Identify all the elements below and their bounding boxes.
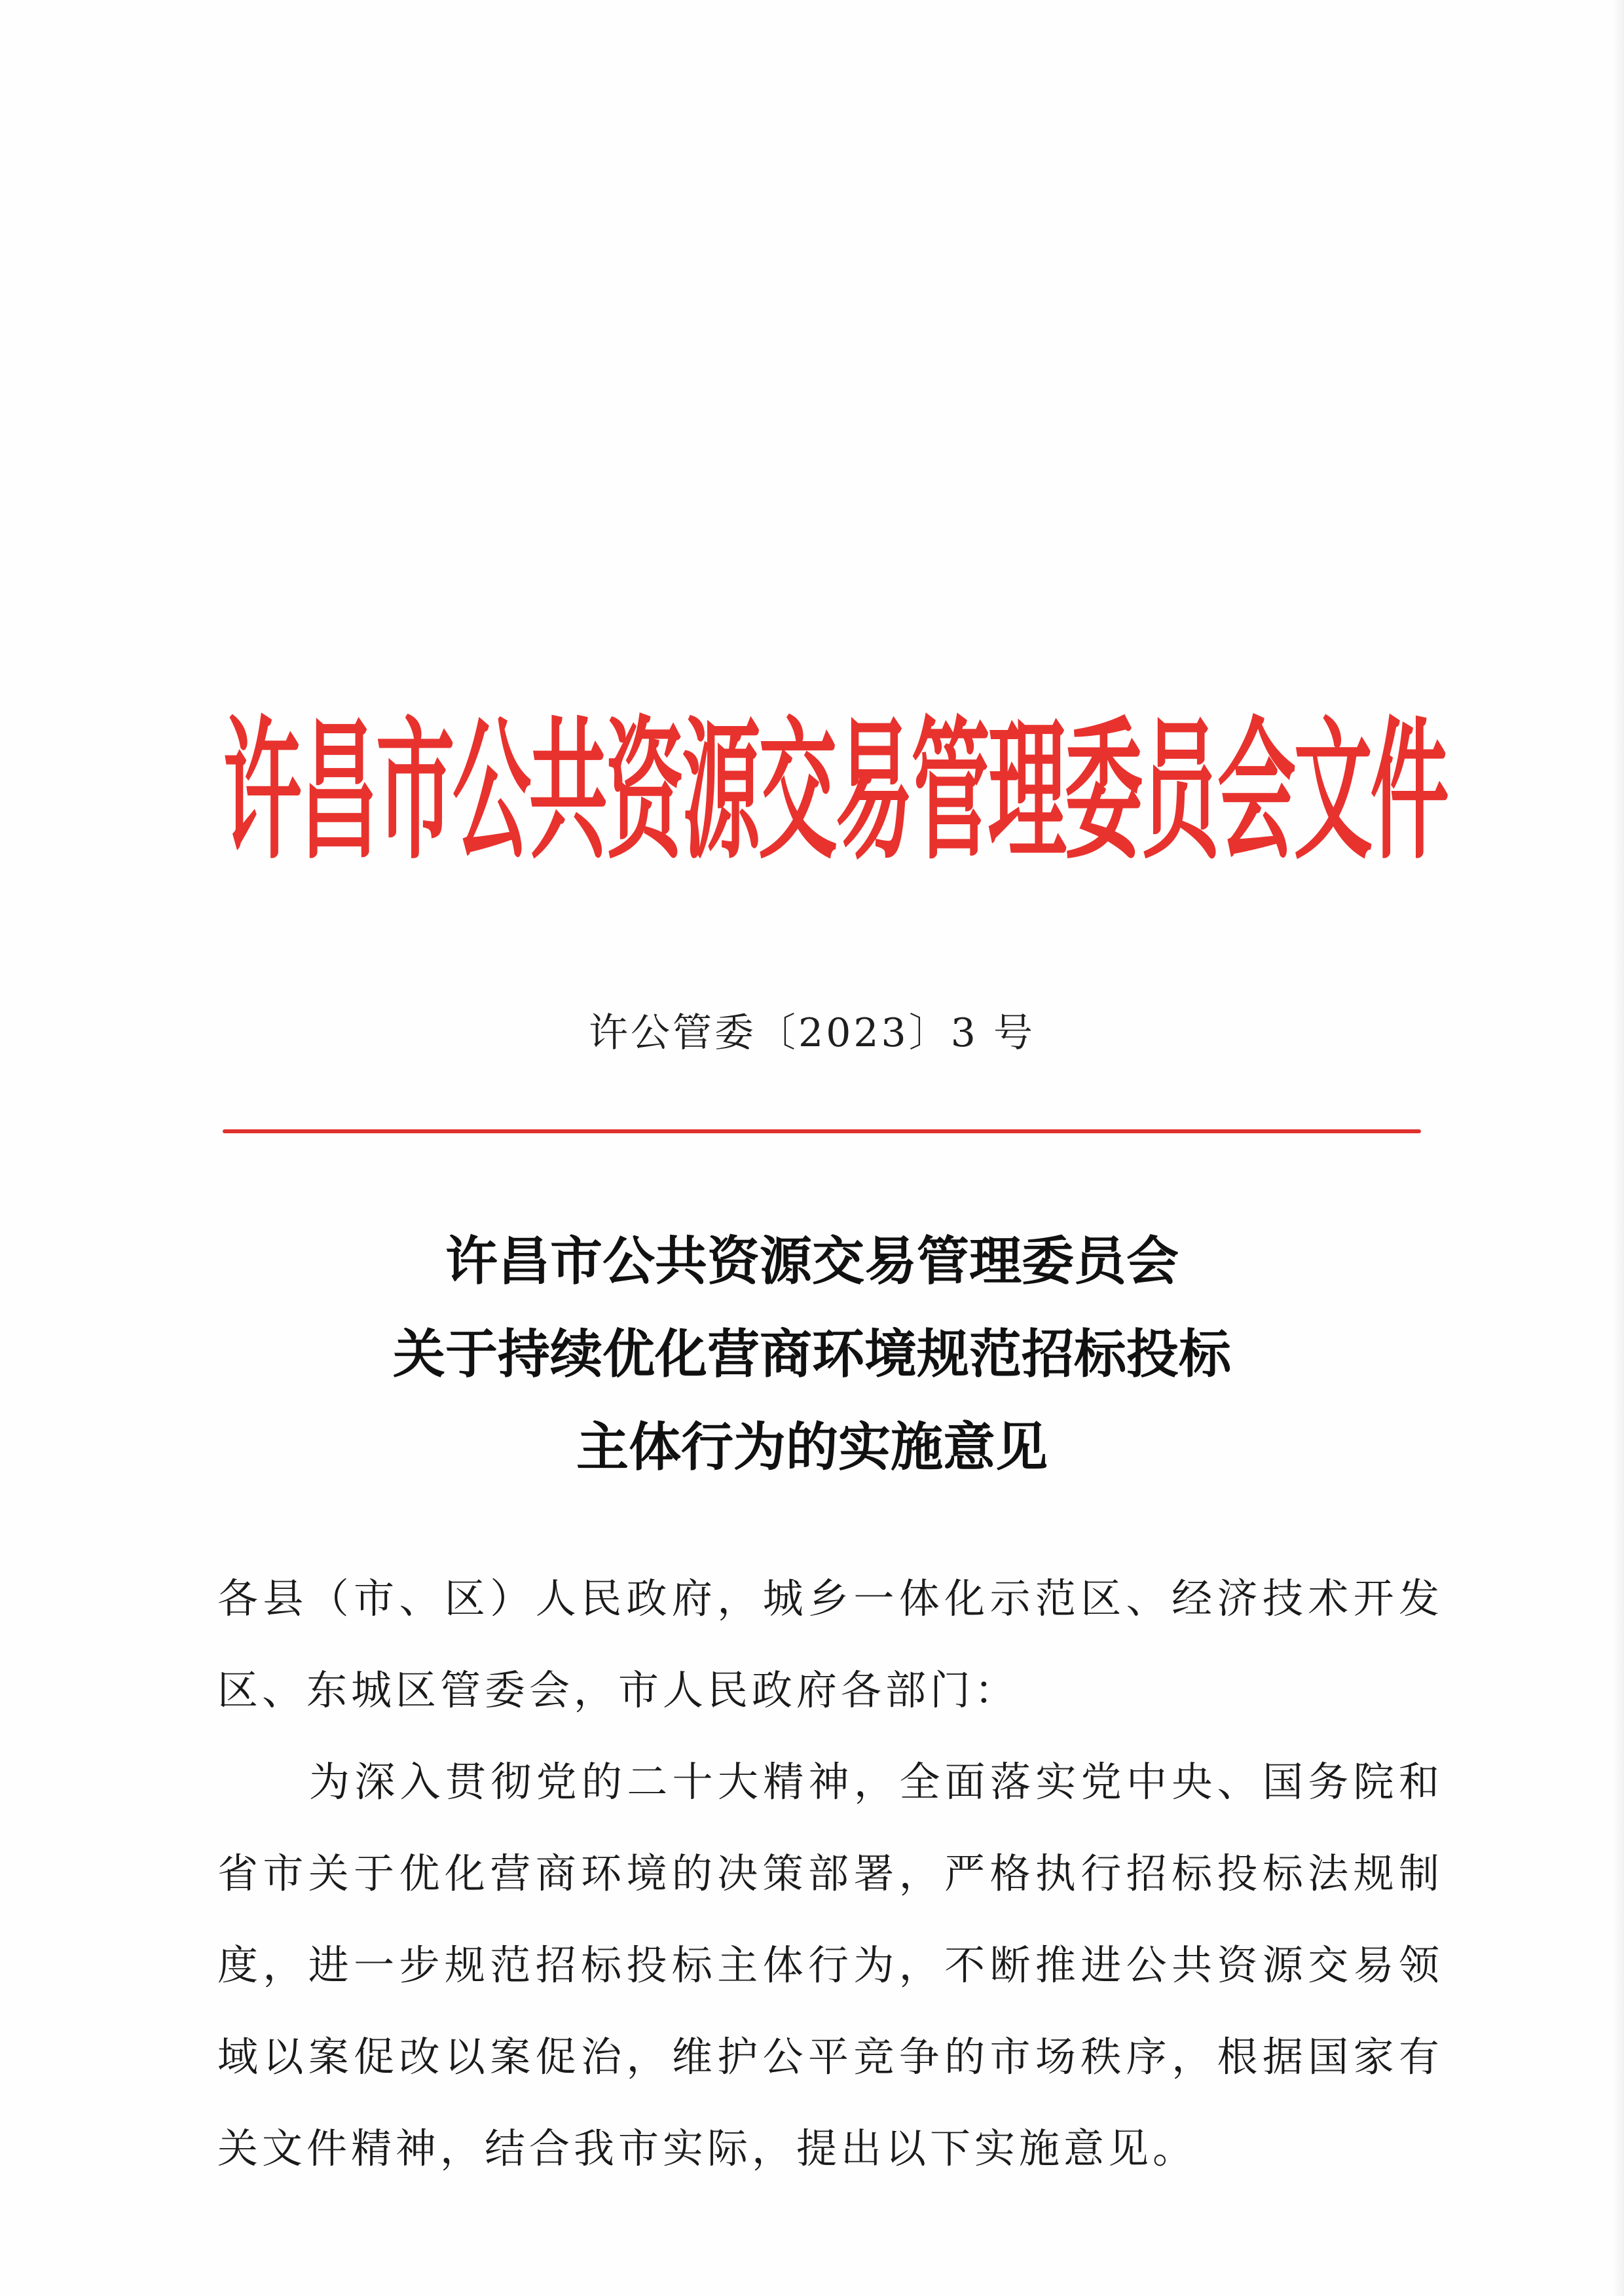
document-header-title [223,704,1447,881]
title-line-2: 关于持续优化营商环境规范招标投标 [393,1323,1231,1385]
body-paragraph: 为深入贯彻党的二十大精神，全面落实党中央、国务院和省市关于优化营商环境的决策部署，严格执行招标投标法规制度，进一步规范招标投标主体行为，不断推进公共资源交易领域以案促改以案促治，维护公平竞争的市场秩序，根据国家有关文件精神，结合我市实际，提出以下实施意见。 [217,1758,1443,2172]
title-line-3: 主体行为的实施意见 [576,1416,1048,1478]
header-red-rule [223,1129,1421,1133]
header-title-text: 许昌市公共资源交易管理委员会文件 [223,704,1447,881]
salutation: 各县（市、区）人民政府，城乡一体化示范区、经济技术开发区、东城区管委会，市人民政府各部门： [217,1575,1443,1714]
document-number: 许公管委〔2023〕3 号 [589,1010,1035,1056]
document-body [217,1553,1443,2195]
title-line-1: 许昌市公共资源交易管理委员会 [445,1230,1179,1292]
document-title [0,1214,1624,1493]
page-edge [1612,0,1624,2296]
